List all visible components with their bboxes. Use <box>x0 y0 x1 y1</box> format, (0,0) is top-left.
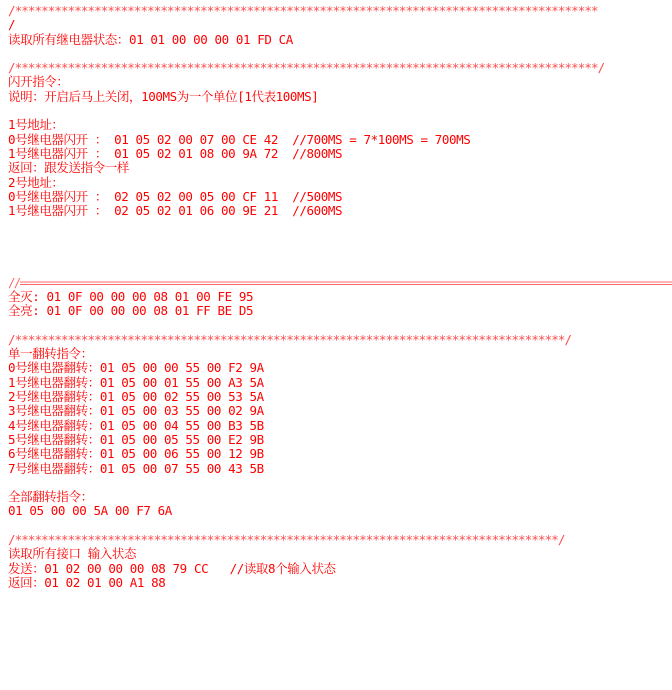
text-line: 0号继电器翻转：01 05 00 00 55 00 F2 9A <box>8 360 264 376</box>
blank-line <box>8 519 600 533</box>
text-line: 全部翻转指令： <box>8 489 93 505</box>
text-line: 1号继电器闪开 ： 02 05 02 01 06 00 9E 21 //600MS <box>8 203 343 219</box>
text-line: 4号继电器翻转：01 05 00 04 55 00 B3 5B <box>8 417 264 433</box>
text-line: 2号继电器翻转：01 05 00 02 55 00 53 5A <box>8 389 264 405</box>
text-line: 5号继电器翻转：01 05 00 05 55 00 E2 9B <box>8 431 264 447</box>
separator-line: /**********************************************************************************/ <box>8 531 565 547</box>
text-line: 发送：01 02 00 00 00 08 79 CC //读取8个输入状态 <box>8 560 336 576</box>
text-line: 1号继电器闪开 ： 01 05 02 01 08 00 9A 72 //800MS <box>8 145 343 161</box>
text-line: 0号继电器闪开 ： 02 05 02 00 05 00 CF 11 //500MS <box>8 188 343 204</box>
text-line: 全灭: 01 0F 00 00 00 08 01 00 FE 95 <box>8 288 254 304</box>
text-line: 全亮: 01 0F 00 00 00 08 01 FF BE D5 <box>8 303 254 319</box>
text-line: 3号继电器翻转：01 05 00 03 55 00 02 9A <box>8 403 264 419</box>
text-line: 6号继电器翻转：01 05 00 06 55 00 12 9B <box>8 446 264 462</box>
blank-line <box>8 233 600 247</box>
text-line: 1号继电器翻转：01 05 00 01 55 00 A3 5A <box>8 374 264 390</box>
text-line: 闪开指令： <box>8 74 69 90</box>
text-line: 2号地址： <box>8 174 64 190</box>
text-line: 7号继电器翻转：01 05 00 07 55 00 43 5B <box>8 460 264 476</box>
blank-line <box>8 104 600 118</box>
blank-line <box>8 247 600 261</box>
text-line: 返回：跟发送指令一样 <box>8 160 130 176</box>
document-text <box>8 3 672 590</box>
separator-line: /***********************************************************************************/ <box>8 331 572 347</box>
text-line: 读取所有接口 输入状态 <box>8 546 137 562</box>
blank-line <box>8 47 600 61</box>
blank-line <box>8 476 600 490</box>
text-line: 1号地址： <box>8 117 64 133</box>
blank-line <box>8 319 600 333</box>
blank-line <box>8 218 600 232</box>
separator-line: /**************************************************************************************** <box>8 3 598 18</box>
text-line: 单一翻转指令： <box>8 346 93 362</box>
text-line: 01 05 00 00 5A 00 F7 6A <box>8 503 172 519</box>
separator-line: /****************************************************************************************/ <box>8 60 605 76</box>
text-line: 说明：开启后马上关闭，100MS为一个单位[1代表100MS] <box>8 88 319 104</box>
text-line: 读取所有继电器状态：01 01 00 00 00 01 FD CA <box>8 31 293 47</box>
text-line: 0号继电器闪开 ： 01 05 02 00 07 00 CE 42 //700MS = 7*100MS = 700MS <box>8 131 471 147</box>
text-line: / <box>8 17 16 33</box>
separator-line: //================================================================================================================== <box>8 274 672 290</box>
text-line: 返回：01 02 01 00 A1 88 <box>8 574 166 590</box>
blank-line <box>8 261 600 275</box>
